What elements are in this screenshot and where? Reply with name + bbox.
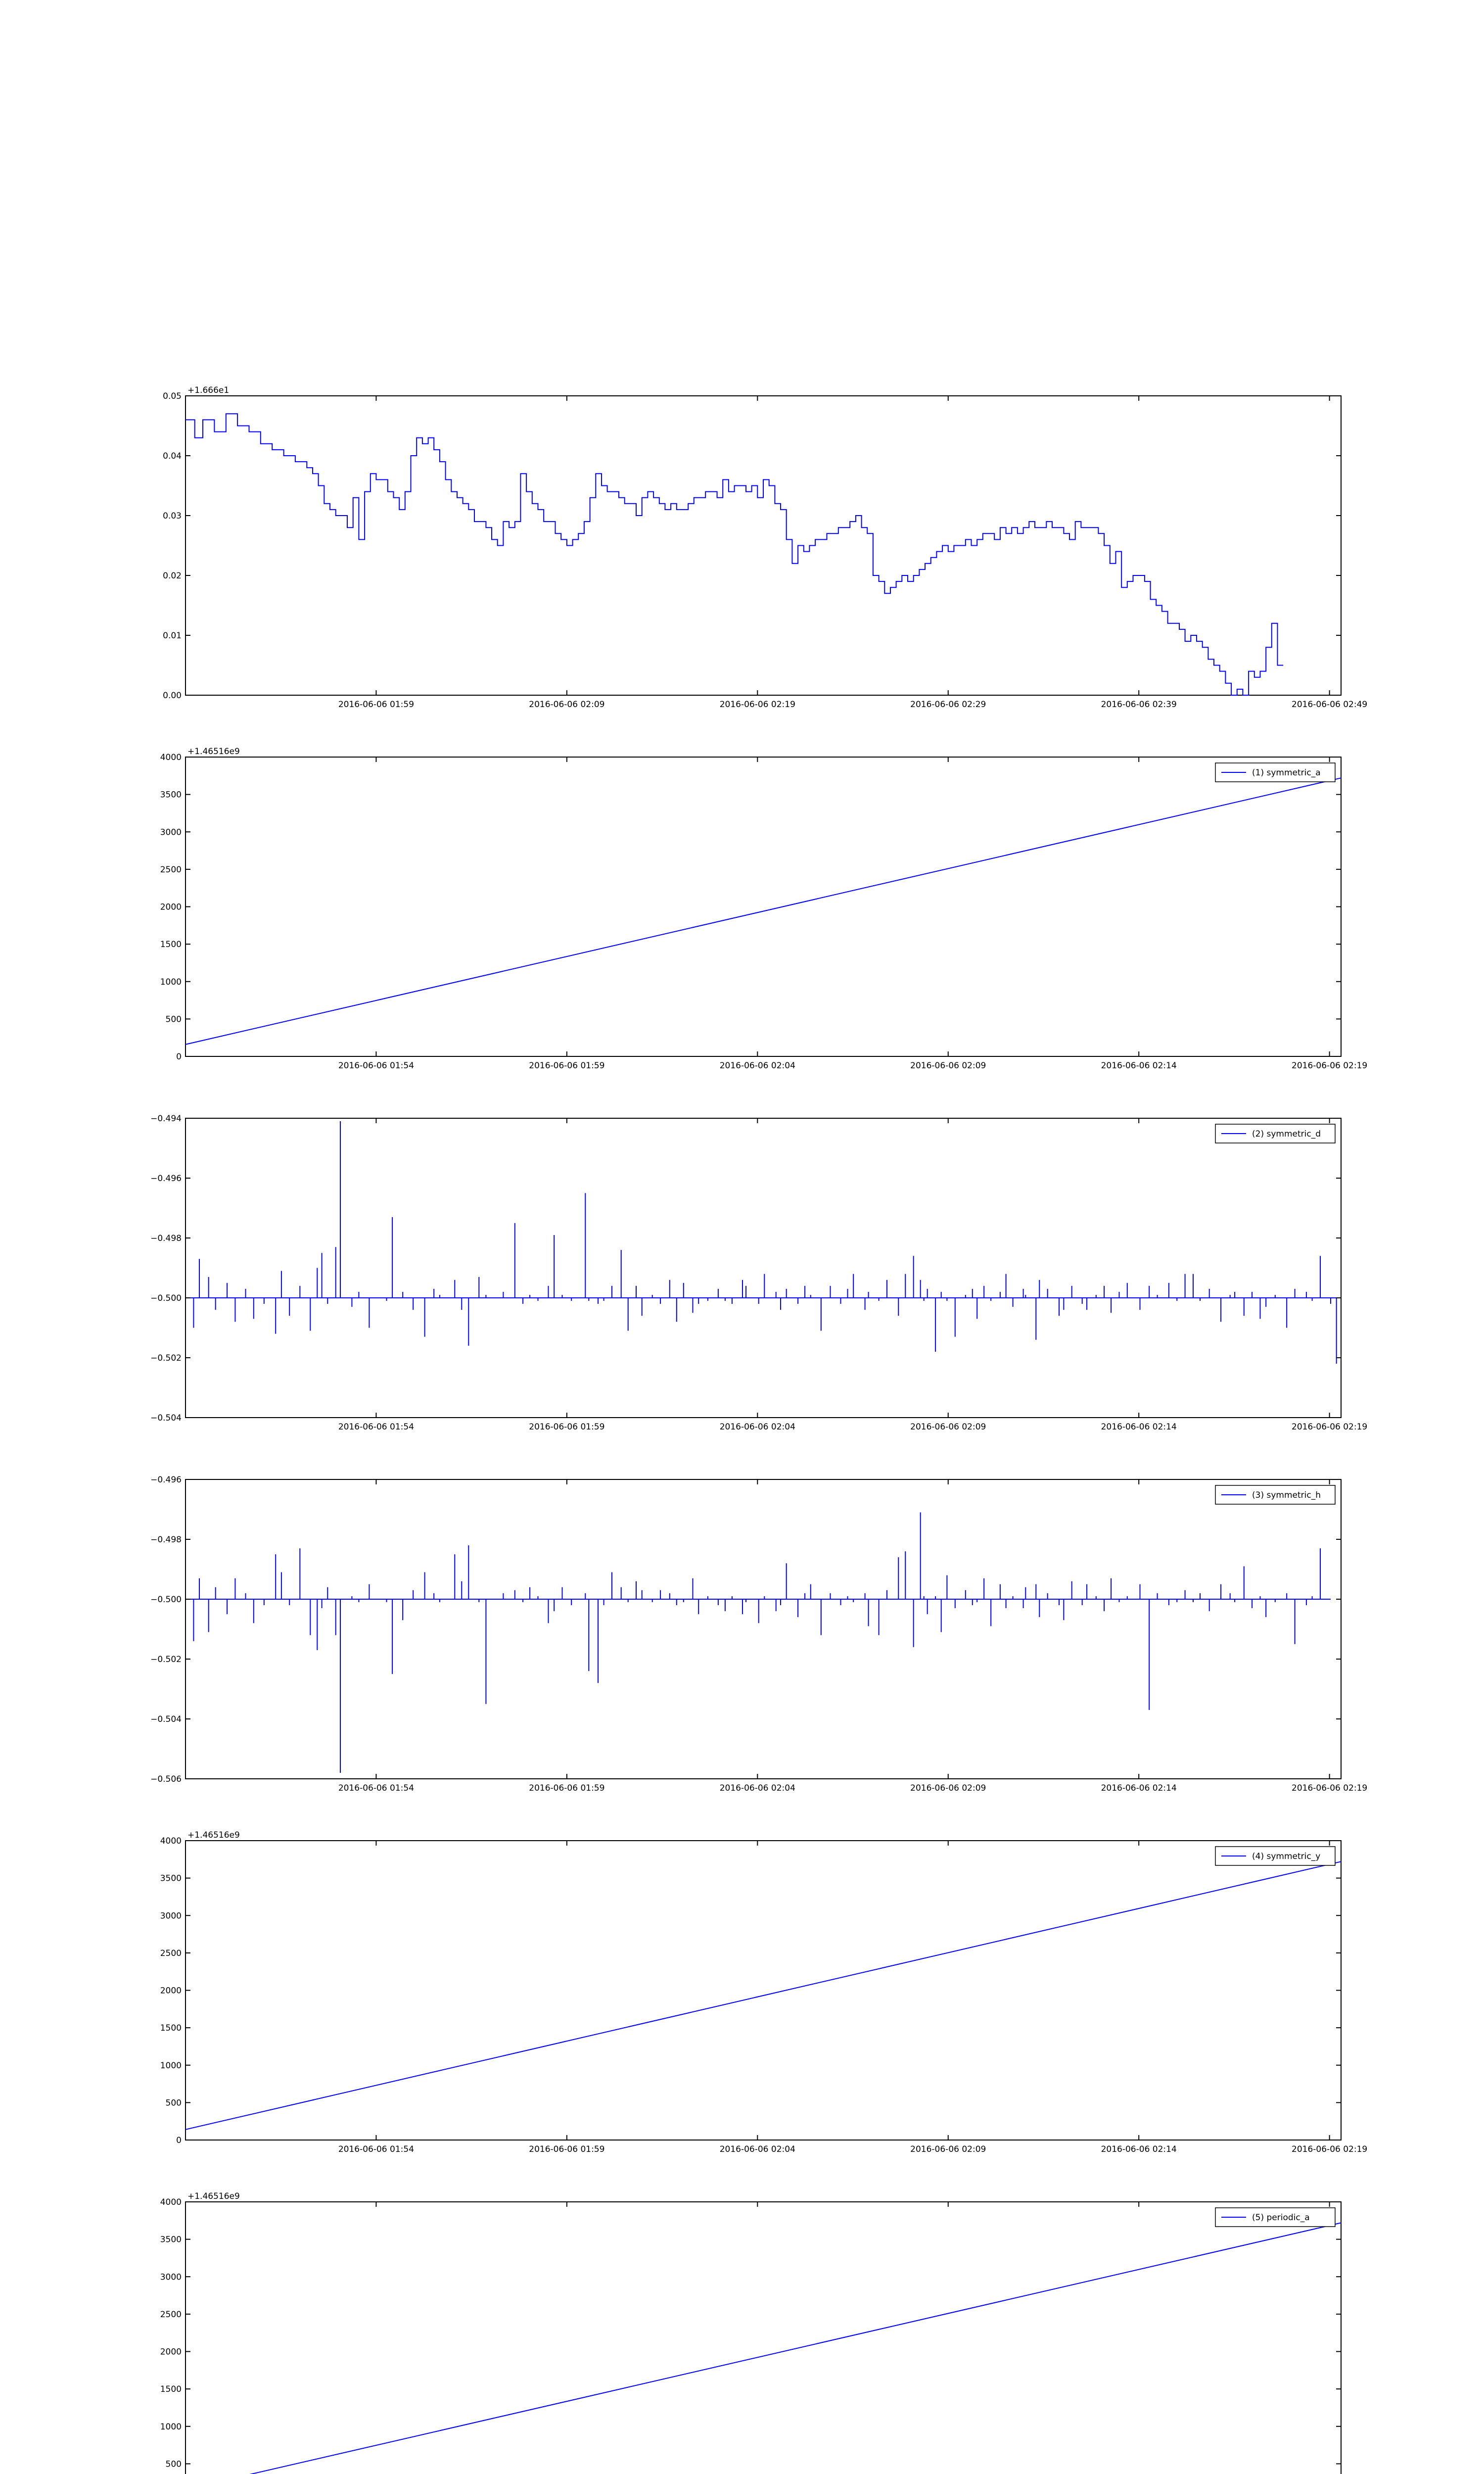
y-tick-label: 2500	[160, 1948, 182, 1958]
x-tick-label: 2016-06-06 02:04	[719, 1422, 795, 1432]
y-tick-label: −0.498	[150, 1234, 182, 1243]
y-tick-label: −0.496	[150, 1174, 182, 1184]
x-tick-label: 2016-06-06 01:54	[338, 1422, 415, 1432]
y-tick-label: 3500	[160, 1873, 182, 1884]
x-tick-label: 2016-06-06 01:59	[529, 1061, 605, 1071]
y-tick-label: 0.01	[163, 631, 182, 641]
y-tick-label: 0.04	[163, 451, 182, 461]
y-tick-label: 3000	[160, 2272, 182, 2283]
x-tick-label: 2016-06-06 02:14	[1101, 1783, 1177, 1793]
legend	[1215, 1124, 1335, 1143]
y-tick-label: 1500	[160, 2023, 182, 2034]
legend	[1215, 763, 1335, 782]
y-tick-label: −0.500	[150, 1595, 182, 1605]
y-tick-label: 4000	[160, 753, 182, 762]
x-tick-label: 2016-06-06 02:19	[1292, 1061, 1368, 1071]
chart-panel-5	[160, 2191, 1368, 2474]
x-tick-label: 2016-06-06 01:54	[338, 1783, 415, 1793]
y-tick-label: 1000	[160, 2422, 182, 2432]
y-tick-label: −0.504	[150, 1714, 182, 1724]
y-tick-label: 1500	[160, 2384, 182, 2395]
y-tick-label: 0.05	[163, 391, 182, 401]
x-tick-label: 2016-06-06 02:14	[1101, 2144, 1177, 2154]
x-tick-label: 2016-06-06 02:19	[1292, 1422, 1368, 1432]
legend-label: (1) symmetric_a	[1252, 768, 1321, 778]
chart-panel-4	[160, 1830, 1368, 2154]
y-tick-label: −0.496	[150, 1475, 182, 1485]
x-tick-label: 2016-06-06 02:14	[1101, 1422, 1177, 1432]
axes-frame	[186, 2202, 1341, 2474]
legend	[1215, 1485, 1335, 1504]
legend	[1215, 1847, 1335, 1865]
axis-offset-label: +1.46516e9	[187, 747, 240, 757]
y-tick-label: 2500	[160, 2309, 182, 2320]
axes-frame	[186, 1118, 1341, 1418]
x-tick-label: 2016-06-06 01:59	[338, 700, 415, 710]
chart-panel-3	[150, 1475, 1367, 1793]
x-tick-label: 2016-06-06 02:49	[1292, 700, 1368, 710]
axis-offset-label: +1.46516e9	[187, 1830, 240, 1840]
y-tick-label: 3500	[160, 790, 182, 800]
x-tick-label: 2016-06-06 02:09	[910, 1783, 986, 1793]
legend	[1215, 2208, 1335, 2227]
y-tick-label: 4000	[160, 1836, 182, 1846]
y-tick-label: 0.02	[163, 571, 182, 581]
y-tick-label: −0.500	[150, 1293, 182, 1303]
x-tick-label: 2016-06-06 02:19	[719, 700, 795, 710]
axes-frame	[186, 396, 1341, 695]
axis-offset-label: +1.46516e9	[187, 2191, 240, 2201]
y-tick-label: 1000	[160, 977, 182, 987]
axis-offset-label: +1.666e1	[187, 385, 230, 395]
x-tick-label: 2016-06-06 02:09	[529, 700, 605, 710]
chart-panel-2	[150, 1114, 1367, 1432]
legend-label: (2) symmetric_d	[1252, 1129, 1321, 1139]
x-tick-label: 2016-06-06 02:14	[1101, 1061, 1177, 1071]
y-tick-label: 4000	[160, 2197, 182, 2207]
axes-frame	[186, 1841, 1341, 2140]
legend-label: (3) symmetric_h	[1252, 1490, 1321, 1500]
y-tick-label: 1500	[160, 940, 182, 950]
y-tick-label: −0.502	[150, 1353, 182, 1363]
y-tick-label: 2000	[160, 902, 182, 912]
y-tick-label: 3500	[160, 2235, 182, 2245]
y-tick-label: 2000	[160, 2347, 182, 2357]
x-tick-label: 2016-06-06 02:09	[910, 1422, 986, 1432]
x-tick-label: 2016-06-06 01:59	[529, 2144, 605, 2154]
y-tick-label: 500	[165, 2098, 182, 2108]
x-tick-label: 2016-06-06 01:54	[338, 2144, 415, 2154]
chart-panel-1	[160, 747, 1368, 1071]
y-tick-label: −0.502	[150, 1655, 182, 1665]
y-tick-label: 500	[165, 1014, 182, 1025]
x-tick-label: 2016-06-06 02:19	[1292, 2144, 1368, 2154]
x-tick-label: 2016-06-06 02:09	[910, 2144, 986, 2154]
y-tick-label: −0.504	[150, 1413, 182, 1423]
y-tick-label: 2000	[160, 1986, 182, 1996]
y-tick-label: 0	[176, 1052, 182, 1062]
y-tick-label: 0.00	[163, 691, 182, 701]
x-tick-label: 2016-06-06 02:04	[719, 1783, 795, 1793]
x-tick-label: 2016-06-06 02:04	[719, 2144, 795, 2154]
y-tick-label: 2500	[160, 864, 182, 875]
x-tick-label: 2016-06-06 02:09	[910, 1061, 986, 1071]
y-tick-label: 1000	[160, 2060, 182, 2071]
chart-panel-0	[163, 385, 1367, 710]
y-tick-label: 500	[165, 2459, 182, 2470]
x-tick-label: 2016-06-06 01:59	[529, 1783, 605, 1793]
axes-frame	[186, 1479, 1341, 1779]
y-tick-label: −0.498	[150, 1535, 182, 1545]
y-tick-label: 3000	[160, 1911, 182, 1921]
y-tick-label: 0	[176, 2136, 182, 2145]
y-tick-label: 3000	[160, 827, 182, 838]
y-tick-label: −0.506	[150, 1774, 182, 1784]
axes-frame	[186, 757, 1341, 1056]
x-tick-label: 2016-06-06 02:19	[1292, 1783, 1368, 1793]
y-tick-label: 0.03	[163, 511, 182, 521]
y-tick-label: −0.494	[150, 1114, 182, 1124]
x-tick-label: 2016-06-06 02:39	[1101, 700, 1177, 710]
legend-label: (4) symmetric_y	[1252, 1852, 1321, 1861]
x-tick-label: 2016-06-06 01:59	[529, 1422, 605, 1432]
x-tick-label: 2016-06-06 02:04	[719, 1061, 795, 1071]
x-tick-label: 2016-06-06 01:54	[338, 1061, 415, 1071]
legend-label: (5) periodic_a	[1252, 2213, 1310, 2223]
x-tick-label: 2016-06-06 02:29	[910, 700, 986, 710]
